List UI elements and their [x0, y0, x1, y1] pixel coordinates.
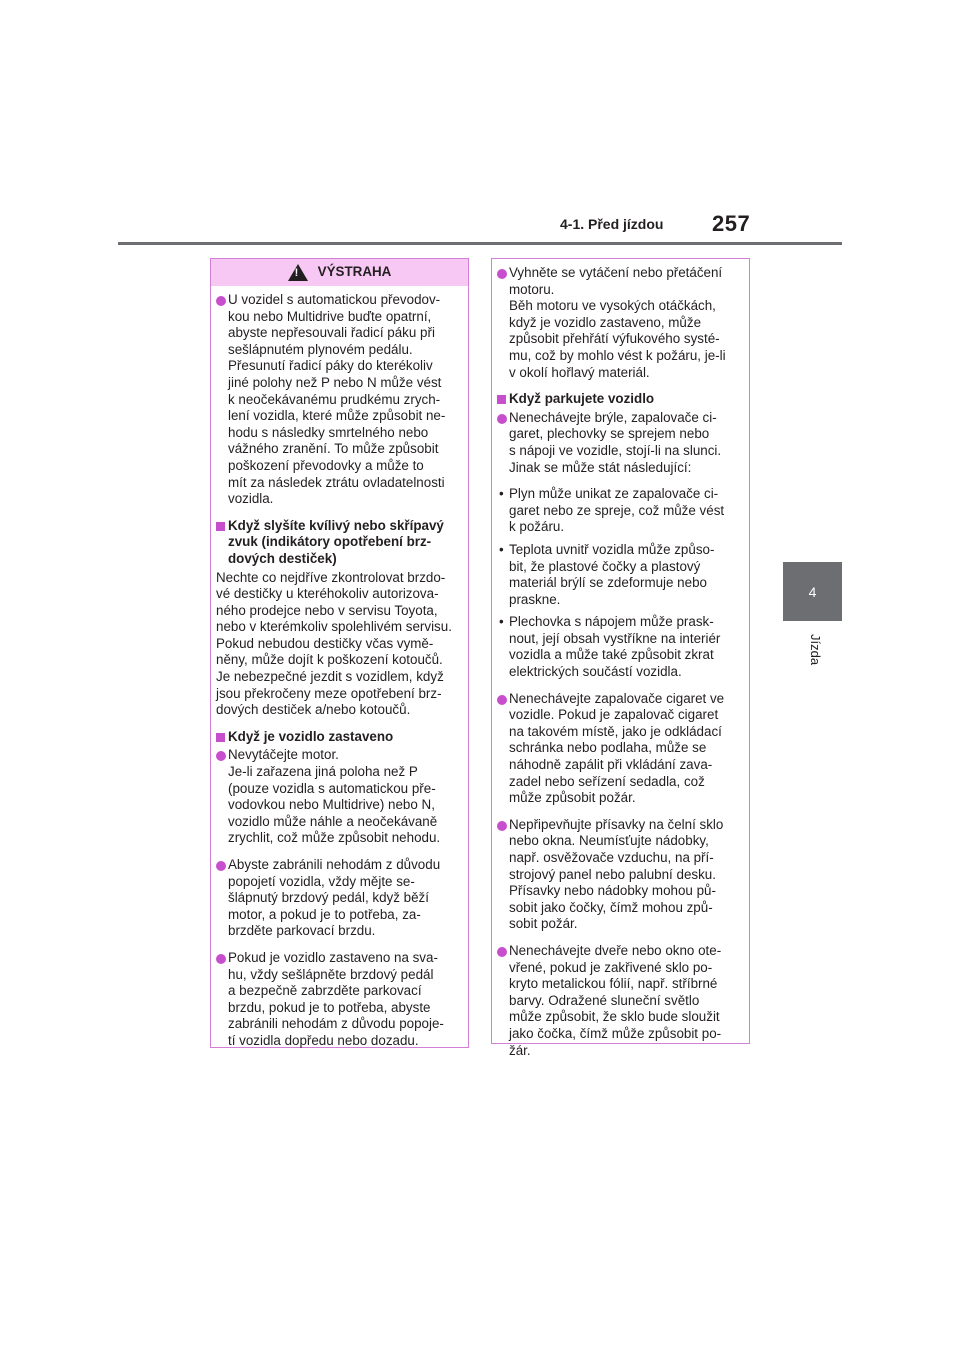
item-text: Nenechávejte dveře nebo okno ote- vřené, pokud je zakřivené sklo po- kryto metalickou fólií, např. stříbrné barvy. Odražené sluneční světlo může způsobit, že sklo bude sloužit jako čočka, čímž může způsobit po- žár.: [509, 942, 722, 1058]
warning-content-left: [211, 286, 468, 1056]
chapter-number: 4: [808, 583, 817, 600]
page-number: 257: [712, 211, 751, 236]
warning-box-right: [491, 258, 750, 1058]
heading-text: Když slyšíte kvílivý nebo skřípavý zvuk (indikátory opotřebení brz- dových destiček): [228, 517, 444, 566]
list-item: [216, 950, 462, 1050]
list-item: [497, 410, 743, 476]
chapter-tab: [783, 562, 842, 621]
bullet-dot-icon: [497, 414, 507, 424]
chapter-label: Jízda: [808, 634, 823, 666]
bullet-dot-icon: [497, 269, 507, 279]
list-item: [216, 857, 462, 940]
item-text: Nepřipevňujte přísavky na čelní sklo nebo okna. Neumísťujte nádobky, např. osvěžovače vzduchu, na pří- strojový panel nebo palubní desku. Přísavky nebo nádobky mohou pů- sobit jako čočky, čímž mohou způ- sobit požár.: [509, 816, 724, 932]
bullet-dot-icon: [497, 695, 507, 705]
list-item: [497, 691, 743, 807]
list-item: [497, 817, 743, 933]
bullet-square-icon: [497, 395, 506, 404]
section-title: 4-1. Před jízdou: [560, 216, 664, 232]
sub-list-item: [497, 542, 743, 608]
list-item: [216, 747, 462, 847]
bullet-square-icon: [216, 522, 225, 531]
bullet-dot-icon: [216, 861, 226, 871]
section-heading: [216, 518, 462, 568]
warning-triangle-icon: [288, 264, 308, 281]
item-text: Nenechávejte zapalovače cigaret ve vozidle. Pokud je zapalovač cigaret na takovém místě, jako je odkládací schránka nebo podlaha, může se náhodně zapálit při vkládání zava- zadel nebo seřízení sedadla, což může způsobit požár.: [509, 690, 725, 806]
warning-box-left: [210, 258, 469, 1048]
bullet-dot-icon: [497, 821, 507, 831]
bullet-small-icon: •: [499, 614, 504, 630]
sub-item-text: Plyn může unikat ze zapalovače ci- garet nebo ze spreje, což může vést k požáru.: [509, 486, 725, 535]
bullet-square-icon: [216, 733, 225, 742]
item-text: Vyhněte se vytáčení nebo přetáčení motoru. Běh motoru ve vysokých otáčkách, když je vozidlo zastaveno, může způsobit přehřátí výfukového systé- mu, což by mohlo vést k požáru, je-li v okolí hořlavý materiál.: [509, 265, 726, 380]
sub-item-text: Teplota uvnitř vozidla může způso- bit, že plastové čočky a plastový materiál brýlí se zdeformuje nebo praskne.: [509, 541, 715, 607]
heading-text: Když je vozidlo zastaveno: [228, 728, 394, 744]
section-heading: [497, 391, 743, 408]
bullet-dot-icon: [216, 296, 226, 306]
sub-list-item: [497, 614, 743, 680]
paragraph: Nechte co nejdříve zkontrolovat brzdo- vé destičky u kteréhokoliv autorizova- ného prodejce nebo v servisu Toyota, nebo v kterémkoliv spolehlivém servisu. Pokud nebudou destičky včas vymě- něny, může dojít k poškození kotoučů. Je nebezpečné jezdit s vozidlem, když jsou překročeny meze opotřebení brz- dových destiček a/nebo kotoučů.: [216, 569, 452, 718]
sub-list-item: [497, 486, 743, 536]
bullet-small-icon: •: [499, 541, 504, 557]
item-text: Abyste zabránili nehodám z důvodu popojetí vozidla, vždy mějte se- šlápnutý brzdový pedál, když běží motor, a pokud je to potřeba, za- brzděte parkovací brzdu.: [228, 857, 441, 939]
header-rule: [118, 242, 842, 245]
list-item: [497, 265, 743, 381]
item-text: Nenechávejte brýle, zapalovače ci- garet, plechovky se sprejem nebo s nápoji ve vozidle, stojí-li na slunci. Jinak se může stát následující:: [509, 409, 722, 475]
section-heading: [216, 729, 462, 746]
bullet-dot-icon: [216, 954, 226, 964]
list-item: [497, 943, 743, 1059]
bullet-dot-icon: [216, 751, 226, 761]
warning-header: [211, 259, 468, 286]
warning-title: VÝSTRAHA: [317, 264, 392, 280]
item-text: U vozidel s automatickou převodov- kou nebo Multidrive buďte opatrní, abyste nepřesouvali řadicí páku při sešlápnutém plynovém pedálu. Přesunutí řadicí páky do kterékoliv jiné polohy než P nebo N může vést k neočekávanému prudkému zrych- lení vozidla, které může způsobit ne- hodu s následky smrtelného nebo vážného zranění. To může způsobit poškození převodovky a může to mít za následek ztrátu ovladatelnosti vozidla.: [228, 292, 446, 507]
heading-text: Když parkujete vozidlo: [509, 391, 655, 407]
item-text: Nevytáčejte motor. Je-li zařazena jiná poloha než P (pouze vozidla s automatickou pře- vodovkou nebo Multidrive) nebo N, vozidlo může náhle a neočekávaně zrychlit, což může způsobit nehodu.: [228, 747, 441, 846]
item-text: Pokud je vozidlo zastaveno na sva- hu, vždy sešlápněte brzdový pedál a bezpečně zabrzděte parkovací brzdu, pokud je to potřeba, abyste zabránili nehodám z důvodu popoje- tí vozidla dopředu nebo dozadu.: [228, 949, 444, 1048]
sub-item-text: Plechovka s nápojem může prask- nout, její obsah vystříkne na interiér vozidla a může také způsobit zkrat elektrických součástí vozidla.: [509, 614, 721, 680]
bullet-dot-icon: [497, 947, 507, 957]
bullet-small-icon: •: [499, 486, 504, 502]
warning-content-right: [492, 259, 749, 1065]
list-item: [216, 292, 462, 508]
